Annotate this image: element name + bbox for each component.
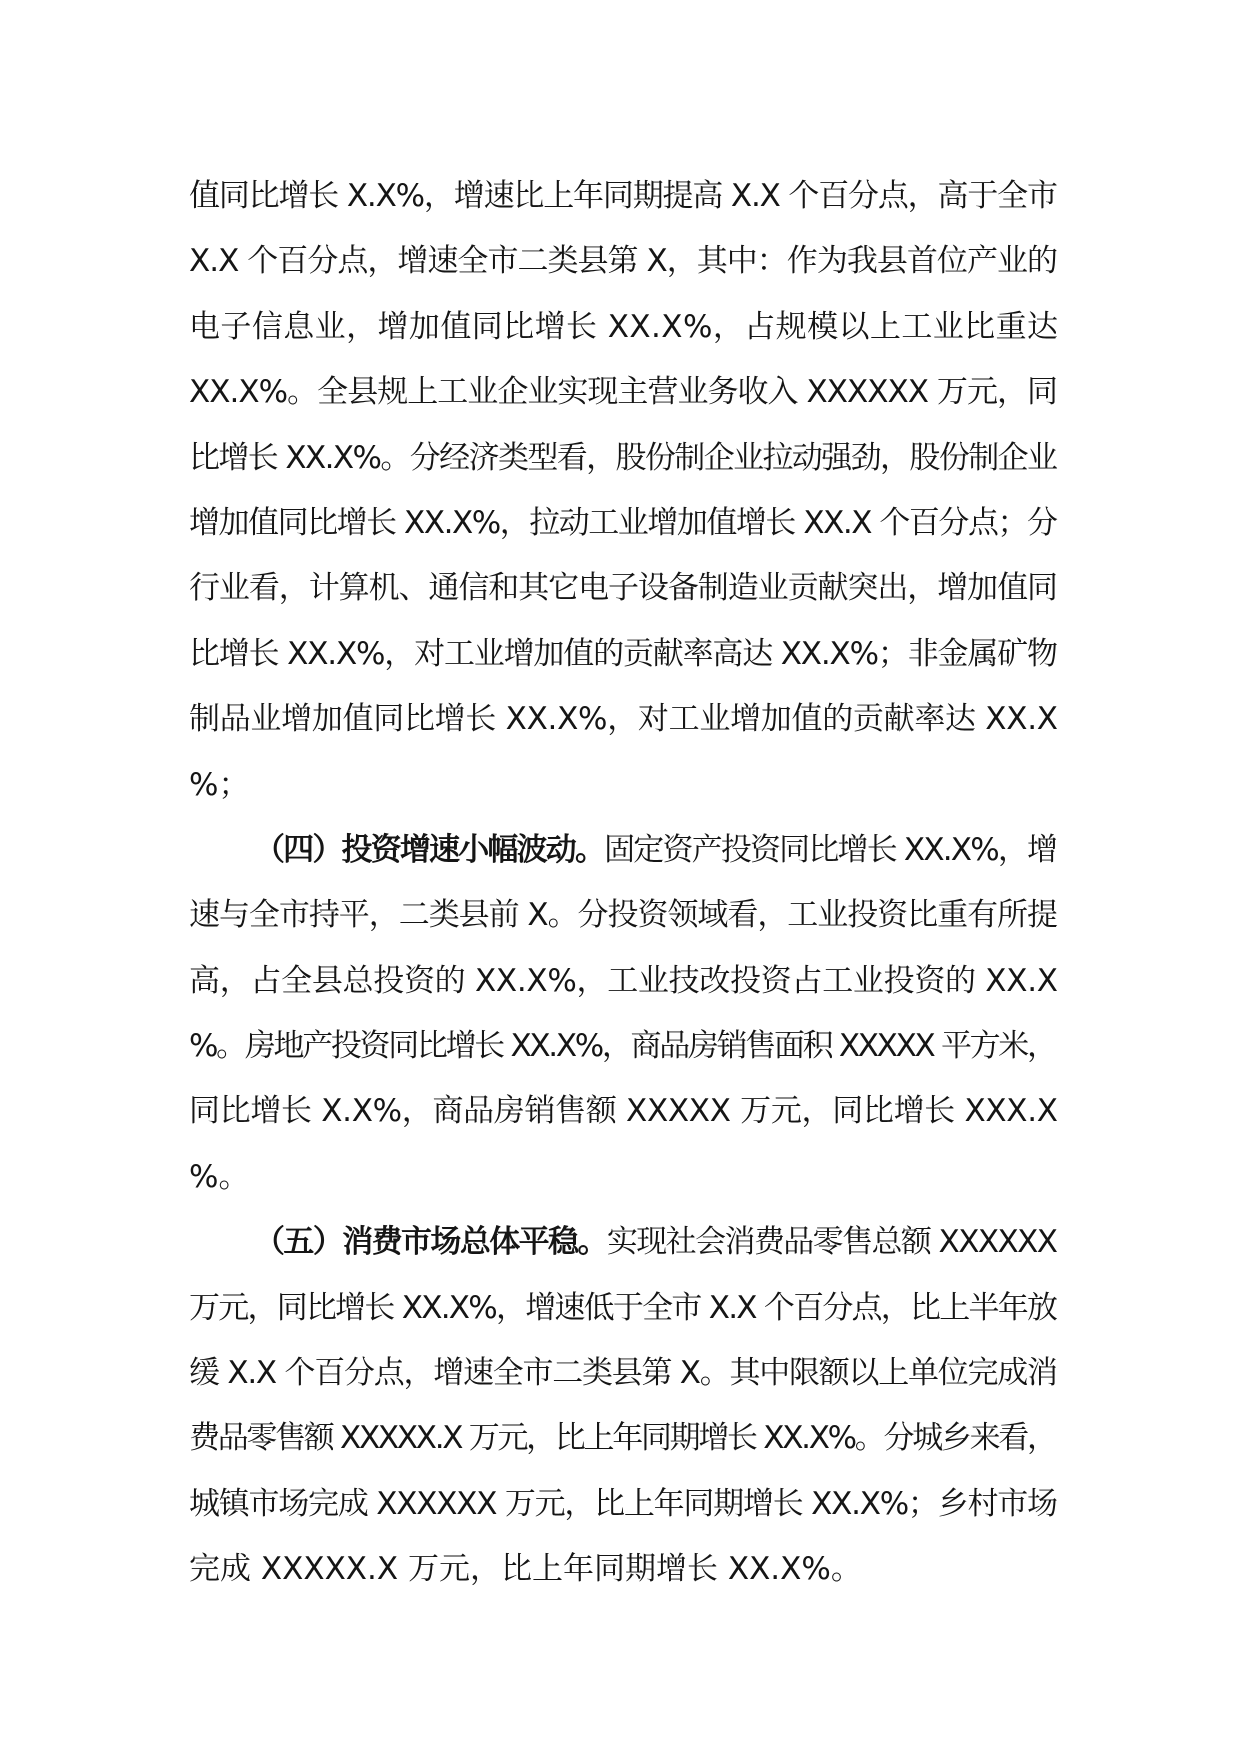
line-text: 比增长 XX.X%，对工业增加值的贡献率高达 XX.X%；非金属矿物: [189, 635, 1057, 672]
line-text: %。房地产投资同比增长 XX.X%，商品房销售面积 XXXXX 平方米，: [189, 1028, 1056, 1065]
text-line: [189, 1210, 1058, 1275]
text-line: [189, 1276, 1058, 1341]
line-text: 缓 X.X 个百分点，增速全市二类县第 X。其中限额以上单位完成消: [189, 1355, 1057, 1392]
text-line: [189, 426, 1058, 491]
line-text: 速与全市持平，二类县前 X。分投资领域看，工业投资比重有所提: [189, 897, 1057, 934]
paragraph-industry: [189, 164, 1058, 818]
text-line: [189, 687, 1058, 752]
text-line: [189, 1537, 1058, 1602]
text-line: [189, 1079, 1058, 1144]
section-heading: （四）投资增速小幅波动。: [254, 831, 605, 868]
text-line: [189, 1145, 1058, 1210]
text-line: [189, 883, 1058, 948]
line-text: 增加值同比增长 XX.X%，拉动工业增加值增长 XX.X 个百分点；分: [189, 504, 1057, 541]
text-line: [189, 622, 1058, 687]
line-text: X.X 个百分点，增速全市二类县第 X，其中：作为我县首位产业的: [189, 243, 1058, 280]
line-text: 值同比增长 X.X%，增速比上年同期提高 X.X 个百分点，高于全市: [189, 178, 1057, 214]
text-line: [189, 360, 1058, 425]
body-text: [189, 164, 1058, 1603]
line-text: 行业看，计算机、通信和其它电子设备制造业贡献突出，增加值同: [189, 570, 1057, 607]
text-line: [189, 1472, 1058, 1537]
text-line: [189, 229, 1058, 294]
text-line: [189, 1014, 1058, 1079]
text-line: [189, 491, 1058, 556]
line-text: 高，占全县总投资的 XX.X%，工业技改投资占工业投资的 XX.X: [189, 962, 1058, 999]
text-line: [189, 818, 1058, 883]
text-line: [189, 1406, 1058, 1471]
text-line: [189, 295, 1058, 360]
text-line: [189, 556, 1058, 621]
line-text: 实现社会消费品零售总额 XXXXXX: [606, 1224, 1057, 1261]
line-text: 城镇市场完成 XXXXXX 万元，比上年同期增长 XX.X%；乡村市场: [189, 1485, 1057, 1522]
line-text: 完成 XXXXX.X 万元，比上年同期增长 XX.X%。: [189, 1551, 862, 1588]
section-heading: （五）消费市场总体平稳。: [254, 1224, 607, 1261]
paragraph-consumption: [189, 1210, 1058, 1602]
text-line: [189, 753, 1058, 818]
line-text: 费品零售额 XXXXX.X 万元，比上年同期增长 XX.X%。分城乡来看，: [189, 1420, 1056, 1457]
line-text: 比增长 XX.X%。分经济类型看，股份制企业拉动强劲，股份制企业: [189, 439, 1057, 476]
line-text: 同比增长 X.X%，商品房销售额 XXXXX 万元，同比增长 XXX.X: [189, 1093, 1058, 1130]
line-text: 电子信息业，增加值同比增长 XX.X%，占规模以上工业比重达: [189, 308, 1059, 345]
line-text: 万元，同比增长 XX.X%，增速低于全市 X.X 个百分点，比上半年放: [189, 1289, 1057, 1326]
line-text: %；: [189, 766, 250, 803]
line-text: XX.X%。全县规上工业企业实现主营业务收入 XXXXXX 万元，同: [189, 374, 1058, 411]
line-text: %。: [189, 1158, 250, 1195]
text-line: [189, 1341, 1058, 1406]
paragraph-investment: [189, 818, 1058, 1210]
line-text: 固定资产投资同比增长 XX.X%，增: [604, 831, 1057, 868]
line-text: 制品业增加值同比增长 XX.X%，对工业增加值的贡献率达 XX.X: [189, 701, 1058, 738]
text-line: [189, 949, 1058, 1014]
text-line: [189, 164, 1058, 229]
